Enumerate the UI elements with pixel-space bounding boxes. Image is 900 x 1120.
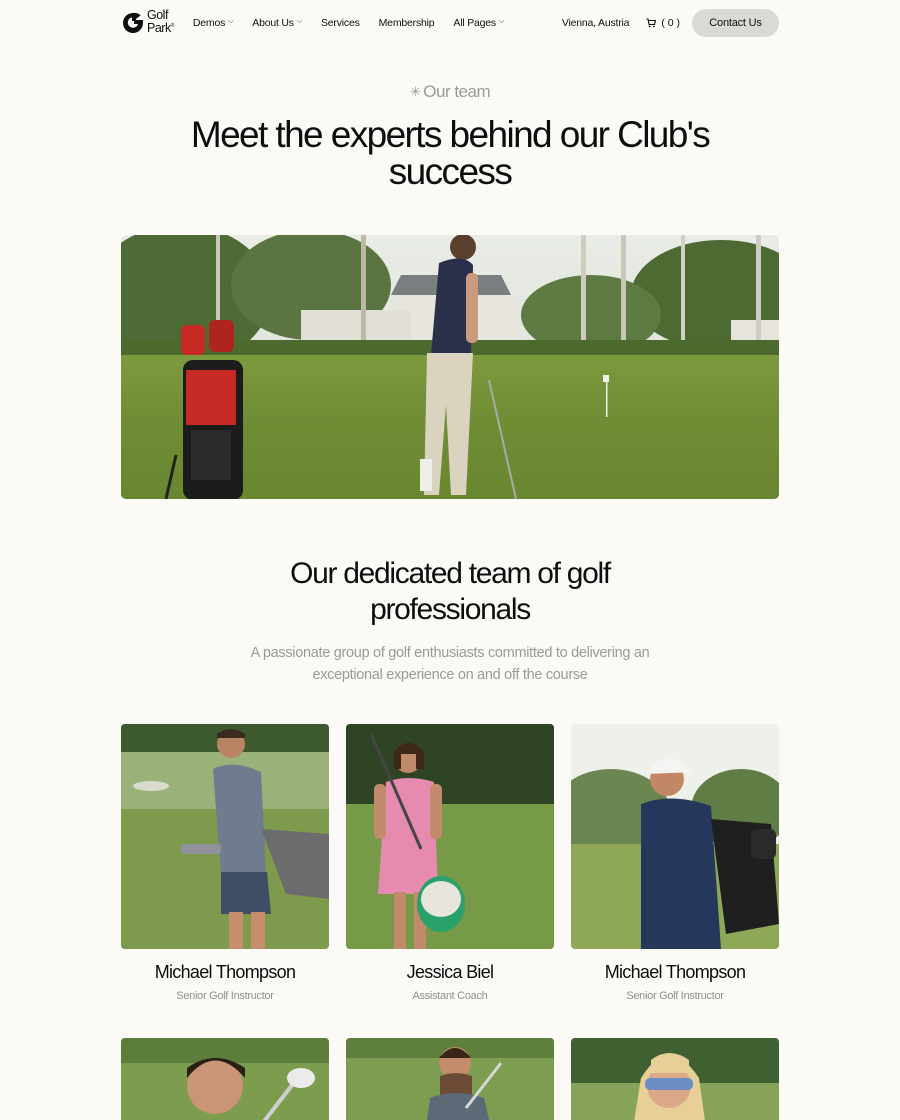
team-member-photo bbox=[121, 724, 329, 949]
chevron-down-icon: ⌵ bbox=[228, 17, 234, 25]
golfer-photo bbox=[571, 1038, 779, 1120]
team-member-role: Senior Golf Instructor bbox=[626, 990, 724, 1002]
logo[interactable] bbox=[121, 10, 174, 34]
team-card[interactable] bbox=[121, 1038, 329, 1120]
location-text: Vienna, Austria bbox=[561, 16, 630, 29]
team-member-role: Senior Golf Instructor bbox=[176, 990, 274, 1002]
team-member-photo bbox=[571, 1038, 779, 1120]
chevron-down-icon: ⌵ bbox=[296, 17, 302, 25]
team-card[interactable] bbox=[346, 724, 554, 1002]
team-card[interactable] bbox=[571, 1038, 779, 1120]
menu-item-membership[interactable] bbox=[379, 17, 435, 29]
contact-us-button[interactable]: Contact Us bbox=[692, 9, 779, 37]
team-member-photo bbox=[121, 1038, 329, 1120]
logo-line-1: Golf bbox=[147, 8, 168, 23]
eyebrow-label: Our team bbox=[423, 82, 491, 101]
golfer-cap-man-photo bbox=[571, 724, 779, 949]
golfer-man-photo bbox=[121, 724, 329, 949]
menu-item-label: Demos bbox=[192, 16, 226, 29]
logo-line-2: Park bbox=[147, 21, 171, 36]
asterisk-icon: ✳ bbox=[409, 84, 421, 99]
top-nav bbox=[121, 8, 779, 37]
section-subtitle: A passionate group of golf enthusiasts committed to delivering an exceptional experience on and off the course bbox=[250, 645, 650, 683]
section-title: Our dedicated team of golf professionals bbox=[290, 557, 610, 626]
menu-item-label: All Pages bbox=[453, 16, 496, 29]
golfer-photo bbox=[121, 1038, 329, 1120]
golfer-woman-photo bbox=[346, 724, 554, 949]
menu-item-services[interactable] bbox=[321, 17, 360, 29]
main-menu bbox=[193, 17, 523, 29]
cart-count: ( 0 ) bbox=[661, 16, 680, 29]
team-member-name: Jessica Biel bbox=[406, 962, 494, 982]
cart-icon bbox=[646, 18, 656, 28]
team-card[interactable] bbox=[346, 1038, 554, 1120]
golf-course-illustration bbox=[121, 235, 779, 499]
registered-mark: ® bbox=[170, 23, 174, 30]
menu-item-label: Membership bbox=[378, 16, 435, 29]
golf-park-logo-icon bbox=[121, 11, 145, 35]
team-member-role: Assistant Coach bbox=[412, 990, 488, 1002]
team-card[interactable] bbox=[121, 724, 329, 1002]
menu-item-label: About Us bbox=[252, 16, 294, 29]
team-member-photo bbox=[571, 724, 779, 949]
team-card[interactable] bbox=[571, 724, 779, 1002]
chevron-down-icon: ⌵ bbox=[498, 17, 505, 25]
menu-item-all-pages[interactable] bbox=[453, 17, 504, 29]
menu-item-label: Services bbox=[320, 16, 360, 29]
golfer-photo bbox=[346, 1038, 554, 1120]
logo-text bbox=[147, 10, 174, 34]
team-member-photo bbox=[346, 1038, 554, 1120]
menu-item-about-us[interactable] bbox=[252, 17, 302, 29]
team-member-name: Michael Thompson bbox=[154, 962, 296, 982]
menu-item-demos[interactable] bbox=[193, 17, 233, 29]
page-title: Meet the experts behind our Club's success bbox=[190, 114, 710, 192]
team-member-name: Michael Thompson bbox=[604, 962, 746, 982]
team-member-photo bbox=[346, 724, 554, 949]
eyebrow bbox=[0, 82, 900, 102]
cart-button[interactable] bbox=[646, 17, 680, 29]
hero-golf-course-image bbox=[121, 235, 779, 499]
